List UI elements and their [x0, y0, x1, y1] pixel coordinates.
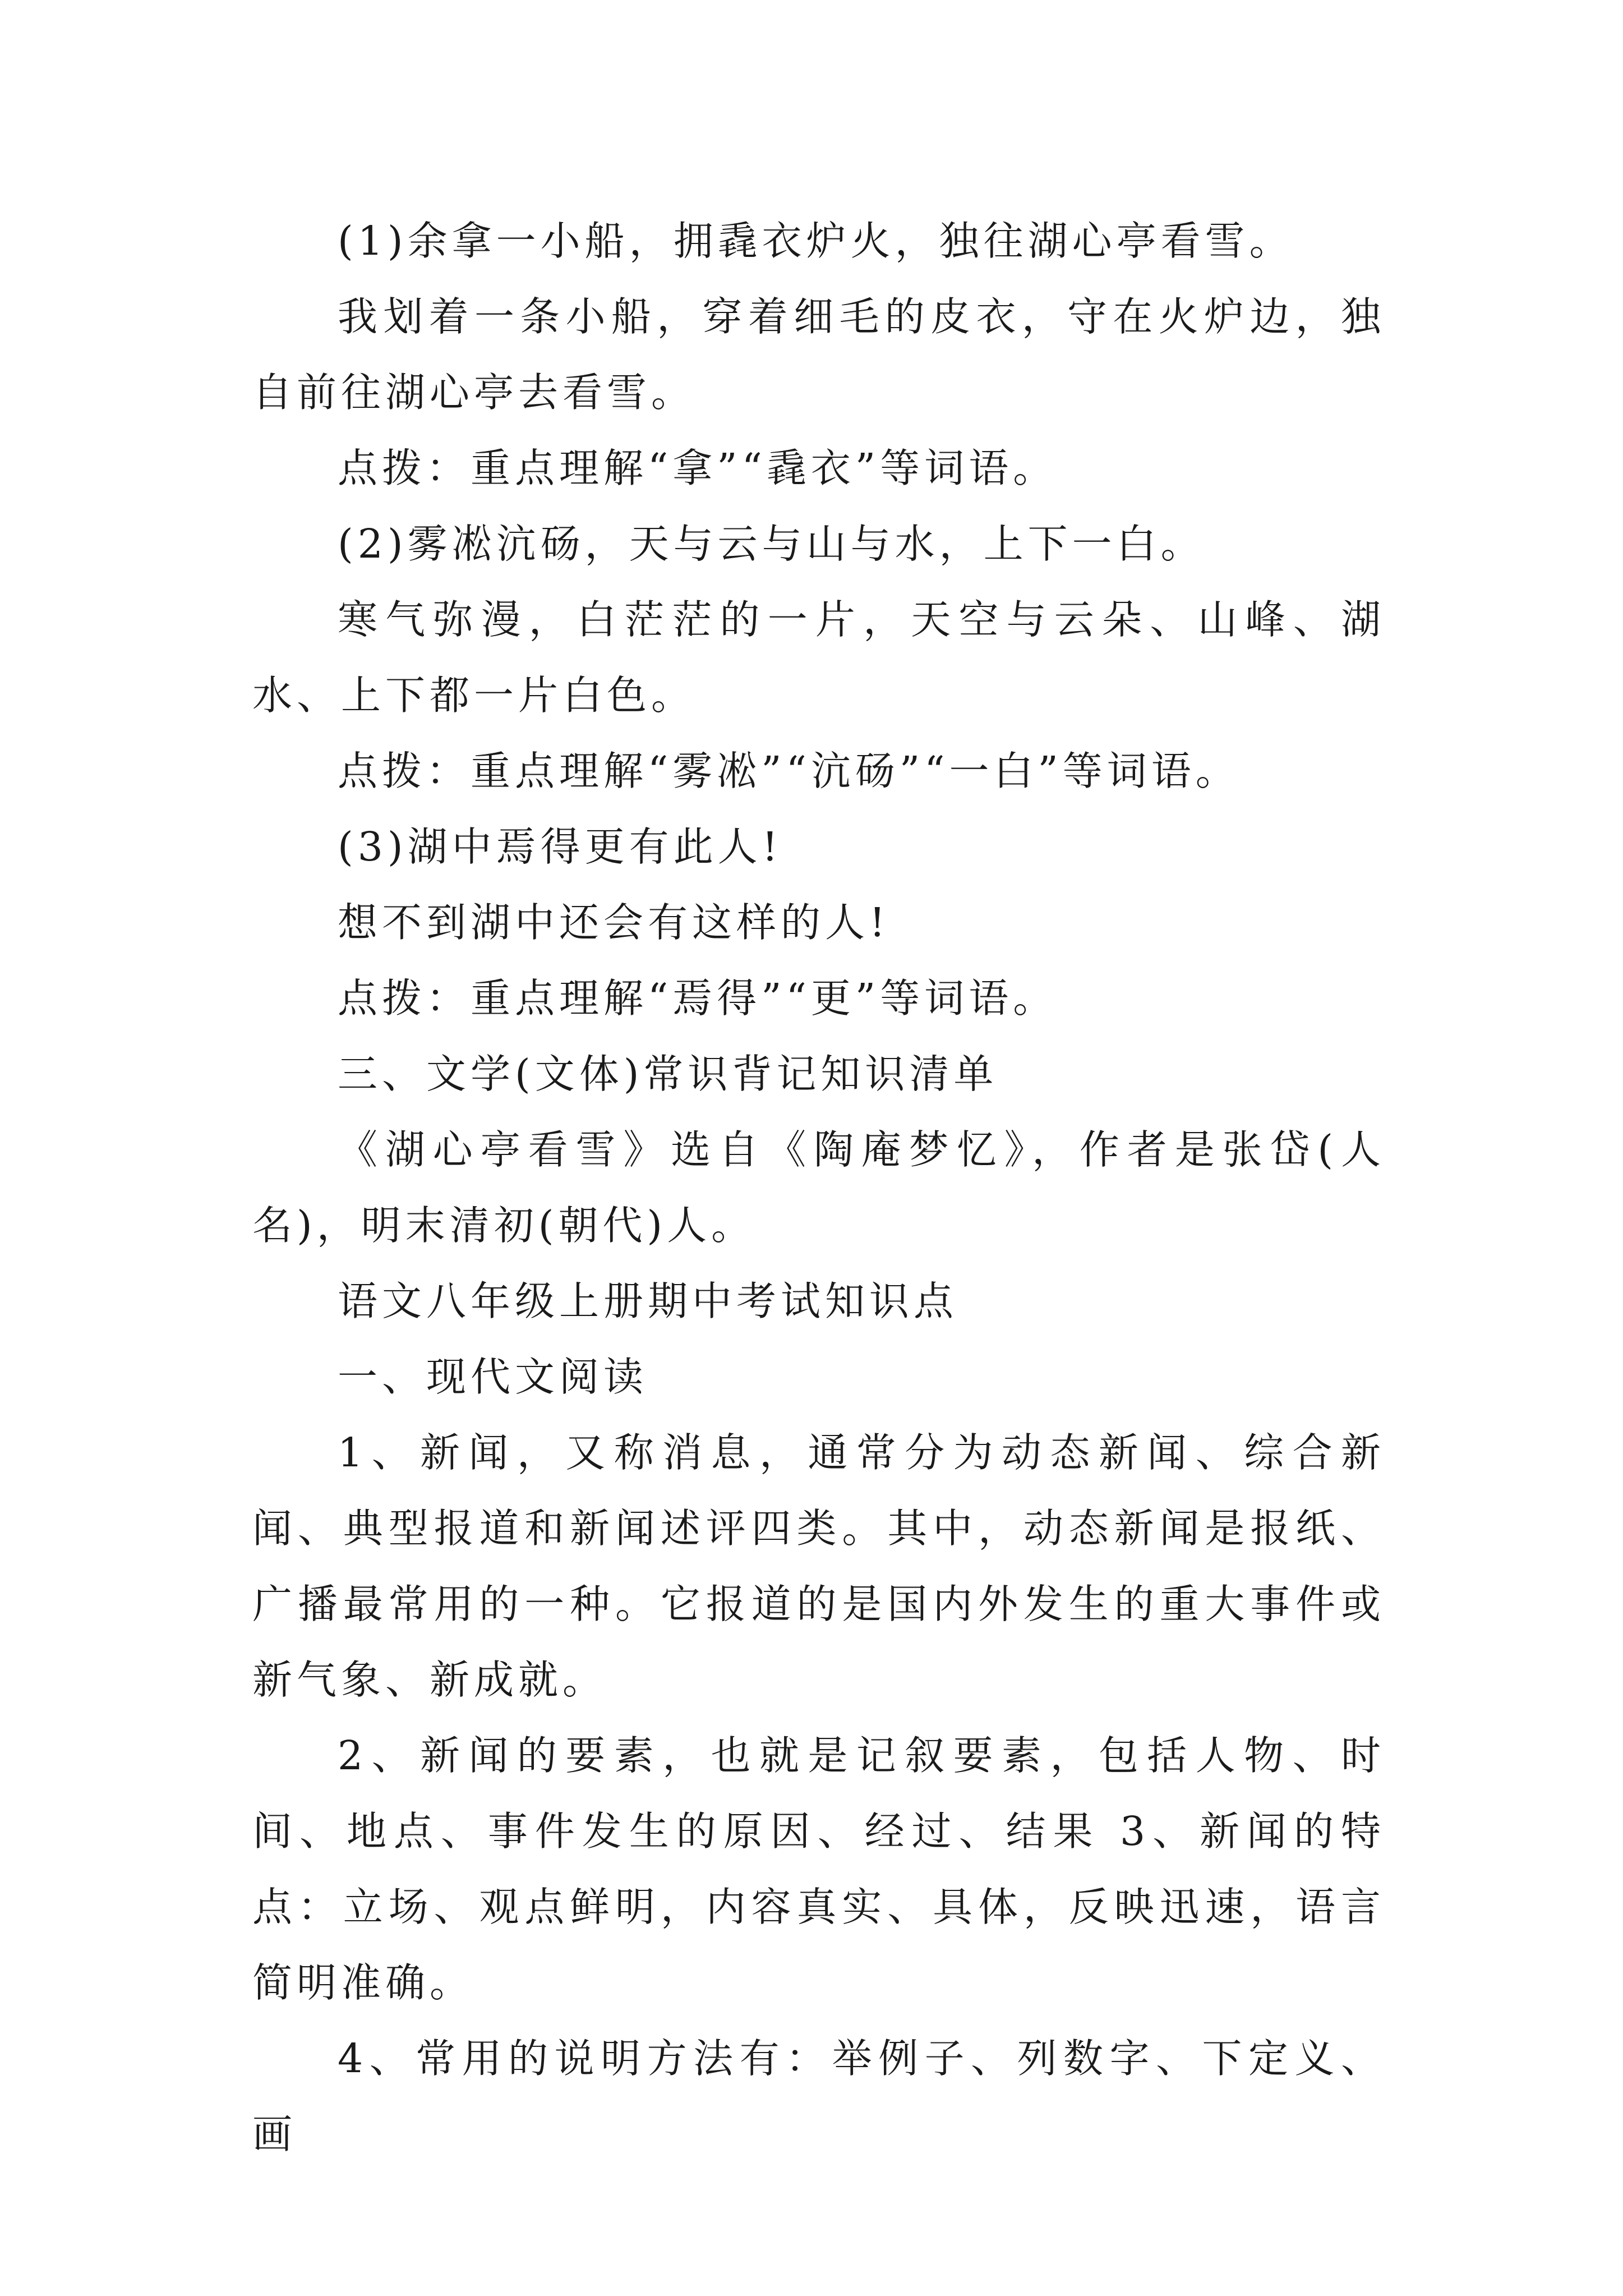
paragraph-translation-3: 想不到湖中还会有这样的人! — [338, 899, 890, 946]
paragraph-literature-note: 《湖心亭看雪》选自《陶庵梦忆》，作者是张岱(人名)，明末清初(朝代)人。 — [252, 1126, 1385, 1249]
document-body — [252, 203, 1385, 2172]
paragraph-point-1: 1、新闻，又称消息，通常分为动态新闻、综合新闻、典型报道和新闻述评四类。其中，动态新闻是报纸、广播最常用的一种。它报道的是国内外发生的重大事件或新气象、新成就。 — [252, 1429, 1385, 1703]
paragraph-hint-3: 点拨：重点理解“焉得”“更”等词语。 — [338, 975, 1058, 1022]
section-heading-reading: 一、现代文阅读 — [338, 1354, 648, 1400]
paragraph-point-2: 2、新闻的要素，也就是记叙要素，包括人物、时间、地点、事件发生的原因、经过、结果 3、新闻的特点：立场、观点鲜明，内容真实、具体，反映迅速，语言简明准确。 — [252, 1732, 1385, 2006]
paragraph-hint-2: 点拨：重点理解“雾凇”“沆砀”“一白”等词语。 — [338, 748, 1240, 794]
paragraph-hint-1: 点拨：重点理解“拿”“毳衣”等词语。 — [338, 445, 1058, 491]
paragraph-original-3: (3)湖中焉得更有此人! — [338, 823, 783, 870]
document-title: 语文八年级上册期中考试知识点 — [338, 1278, 958, 1324]
section-heading-literature: 三、文学(文体)常识背记知识清单 — [338, 1051, 998, 1097]
paragraph-point-4: 4、常用的说明方法有：举例子、列数字、下定义、画 — [252, 2035, 1385, 2157]
paragraph-translation-1: 我划着一条小船，穿着细毛的皮衣，守在火炉边，独自前往湖心亭去看雪。 — [252, 293, 1385, 416]
paragraph-translation-2: 寒气弥漫，白茫茫的一片，天空与云朵、山峰、湖水、上下都一片白色。 — [252, 596, 1385, 719]
paragraph-original-2: (2)雾凇沆砀，天与云与山与水，上下一白。 — [338, 521, 1205, 567]
paragraph-original-1: (1)余拿一小船，拥毳衣炉火，独往湖心亭看雪。 — [338, 218, 1294, 264]
